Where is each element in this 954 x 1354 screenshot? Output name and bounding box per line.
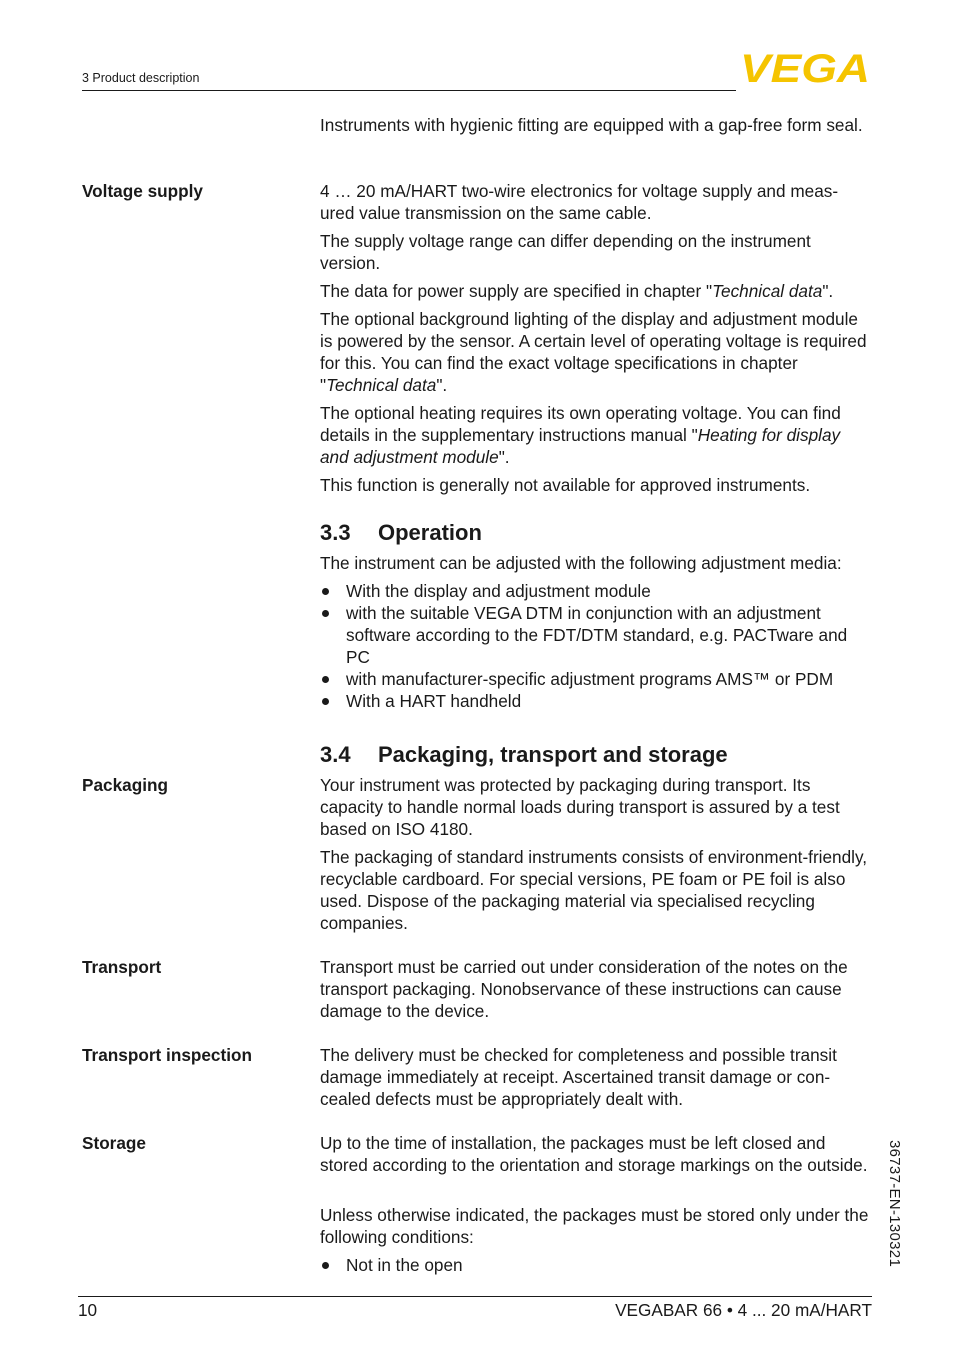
voltage-paragraph-5: The optional heating requires its own operating voltage. You can find details in the supplementary instructions manual "Heating for display and adjustment module". (320, 403, 841, 467)
intro-paragraph: Instruments with hygienic fitting are equipped with a gap-free form seal. (320, 115, 863, 135)
running-header: 3 Product description (82, 71, 200, 85)
footer-rule (78, 1296, 872, 1297)
logo-text: VEGA (740, 48, 870, 88)
transport-inspection-paragraph: The delivery must be checked for completeness and possible transit damage immediately at receipt. Ascertained transit damage or con-cealed defects must be appropriately dealt with. (320, 1045, 837, 1109)
storage-paragraph-1: Up to the time of installation, the packages must be left closed and stored according to the orientation and storage markings on the outside. (320, 1133, 868, 1175)
list-item: With a HART handheld (320, 690, 872, 712)
voltage-supply-label: Voltage supply (82, 181, 203, 201)
voltage-paragraph-3: The data for power supply are specified in chapter "Technical data". (320, 281, 834, 301)
footer-product: VEGABAR 66 • 4 ... 20 mA/HART (615, 1300, 872, 1320)
packaging-paragraph-1: Your instrument was protected by packaging during transport. Its capacity to handle normal loads during transport is assured by a test based on ISO 4180. (320, 775, 840, 839)
storage-label: Storage (82, 1133, 146, 1153)
packaging-paragraph-2: The packaging of standard instruments consists of environment-friendly, recyclable cardboard. For special versions, PE foam or PE foil is also used. Dispose of the packaging material via specialised recycling companies. (320, 847, 868, 933)
list-item: with manufacturer-specific adjustment programs AMS™ or PDM (320, 668, 872, 690)
operation-heading: 3.3 Operation (320, 520, 482, 545)
voltage-paragraph-6: This function is generally not available for approved instruments. (320, 475, 811, 495)
voltage-paragraph-1: 4 … 20 mA/HART two-wire electronics for voltage supply and meas-ured value transmission on the same cable. (320, 181, 839, 223)
transport-paragraph: Transport must be carried out under consideration of the notes on the transport packaging. Nonobservance of these instructions can cause damage to the device. (320, 957, 848, 1021)
storage-paragraph-2: Unless otherwise indicated, the packages must be stored only under the following conditions: (320, 1205, 869, 1247)
document-id: 36737-EN-130321 (886, 1140, 903, 1268)
voltage-paragraph-2: The supply voltage range can differ depending on the instrument version. (320, 231, 811, 273)
transport-inspection-label: Transport inspection (82, 1045, 252, 1065)
transport-label: Transport (82, 957, 162, 977)
packaging-section-heading: 3.4 Packaging, transport and storage (320, 742, 728, 767)
storage-bullet-list (320, 1254, 872, 1276)
page-number: 10 (78, 1300, 98, 1320)
list-item: with the suitable VEGA DTM in conjunction with an adjustment software according to the FDT/DTM standard, e.g. PACTware and PC (320, 602, 872, 668)
operation-bullet-list (320, 580, 872, 712)
voltage-paragraph-4: The optional background lighting of the display and adjustment module is powered by the sensor. A certain level of operating voltage is required for this. You can find the exact voltage specifications in chapter "Technical data". (320, 309, 867, 395)
packaging-label: Packaging (82, 775, 168, 795)
vega-logo (740, 48, 872, 88)
header-rule (82, 90, 736, 91)
list-item: Not in the open (320, 1254, 872, 1276)
operation-intro: The instrument can be adjusted with the following adjustment media: (320, 553, 842, 573)
list-item: With the display and adjustment module (320, 580, 872, 602)
